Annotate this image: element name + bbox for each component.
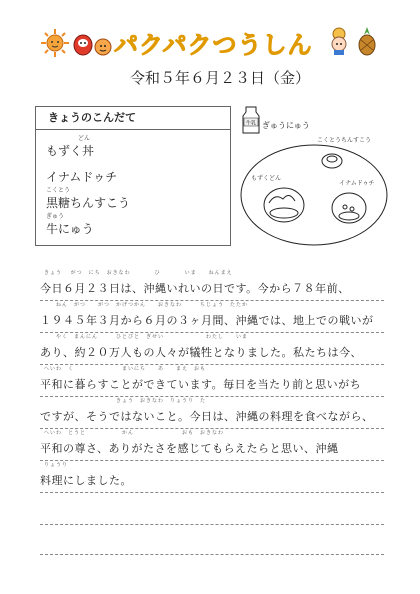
meal-tray-icon [239, 133, 389, 248]
menu-item-label: イナムドゥチ [46, 170, 118, 184]
writing-line [40, 270, 384, 301]
milk-carton-icon [242, 106, 260, 134]
menu-item-ruby: ぎゅう [46, 213, 65, 220]
menu-item-ruby: どん [78, 135, 91, 142]
milk-carton-text: 牛乳 [245, 120, 257, 127]
line-text: 料理にしました。 [40, 474, 132, 487]
line-furigana: りょうり [44, 462, 69, 468]
line-furigana: やく まんにん ひとびと ぎせい わたし いま [44, 334, 249, 340]
inamudochi-label: イナムドゥチ [339, 180, 375, 187]
line-furigana: へいわ く まいにち あ まえ おも [44, 366, 207, 372]
line-furigana: ねん がつ がつ かげつかん おきなわ ちじょう たたか [44, 302, 249, 308]
menu-item [46, 214, 230, 240]
newsletter-title: パクパクつうしん [114, 31, 313, 59]
line-text: 平和の尊さ、ありがたさを感じてもらえたらと思い、沖縄 [40, 442, 339, 455]
line-furigana: きょう おきなわ りょうり た [44, 398, 207, 404]
line-text: 平和に暮らすことができています。毎日を当たり前と思いがち [40, 378, 362, 391]
pineapple-icon [356, 26, 378, 56]
issue-date: 令和５年６月２３日（金） [129, 69, 310, 87]
writing-line [40, 366, 384, 397]
line-text: １９４５年３月から６月の３ヶ月間、沖縄では、地上での戦いが [40, 314, 374, 327]
menu-item-label: 黒糖ちんすこう [46, 196, 131, 210]
flower-girl-icon [326, 26, 352, 56]
writing-area [40, 270, 384, 555]
daruma-icon [72, 32, 94, 56]
writing-line [40, 302, 384, 333]
writing-line [40, 430, 384, 461]
meal-illustration [239, 133, 389, 248]
menu-item-label: もずく丼 [46, 144, 95, 158]
mozuku-label: もずくどん [251, 175, 282, 182]
sun-icon [40, 28, 70, 58]
menu-item-label: 牛にゅう [46, 222, 94, 236]
writing-line [40, 494, 384, 525]
writing-line [40, 334, 384, 365]
chinsuko-label: こくとうちんすこう [317, 137, 372, 144]
lion-icon [94, 38, 112, 56]
line-text: 今日６月２３日は、沖縄いれいの日です。今から７８年前、 [40, 282, 350, 295]
menu-heading: きょうのこんだて [36, 107, 230, 130]
writing-line [40, 524, 384, 555]
menu-item [46, 162, 230, 188]
menu-list [36, 130, 230, 240]
milk-label: ぎゅうにゅう [262, 121, 310, 130]
line-text: ですが、そうではないこと。今日は、沖縄の料理を食べながら、 [40, 410, 374, 423]
menu-item [46, 188, 230, 214]
line-text: あり、約２０万人もの人々が犠牲となりました。私たちは今、 [40, 346, 362, 359]
writing-line [40, 462, 384, 493]
line-furigana: きょう がつ にち おきなわ ひ いま ねんまえ [44, 270, 233, 276]
menu-box [35, 106, 231, 246]
line-furigana: へいわ とうと かん おも おきなわ [44, 430, 225, 436]
menu-item [46, 136, 230, 162]
writing-line [40, 398, 384, 429]
menu-item-ruby: こくとう [46, 187, 71, 194]
